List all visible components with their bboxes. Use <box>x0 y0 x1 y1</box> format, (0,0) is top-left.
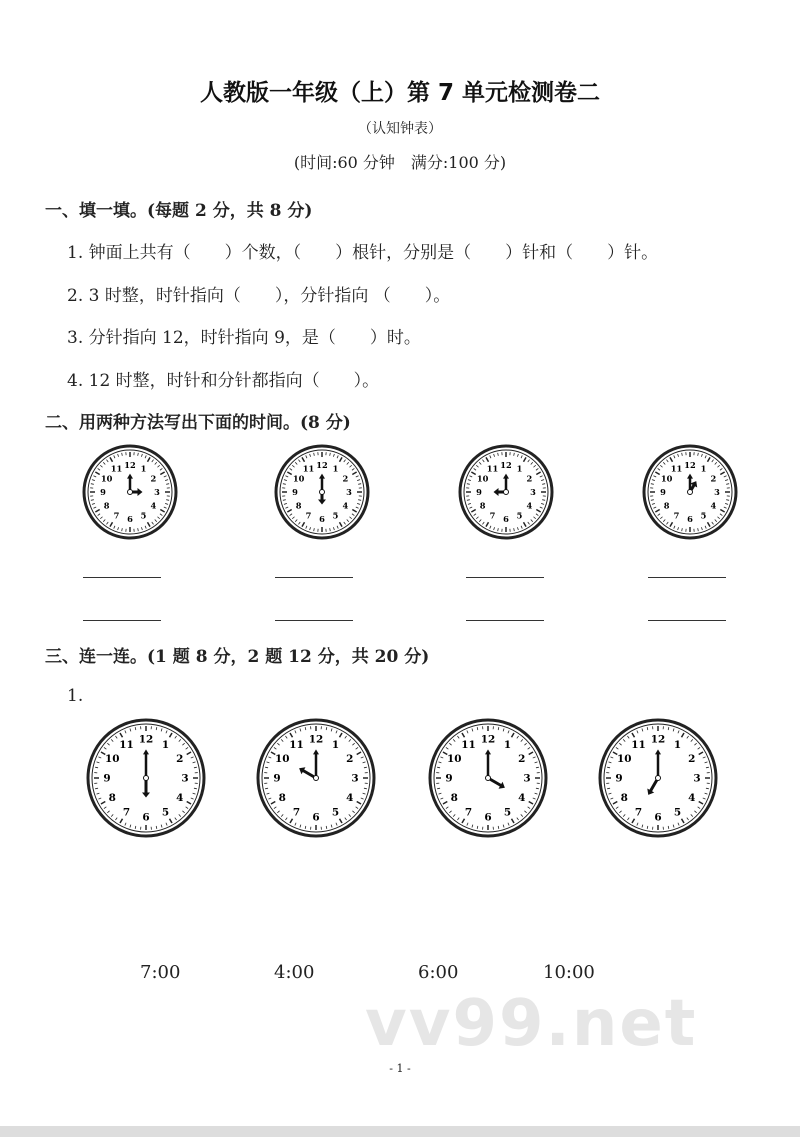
svg-text:3: 3 <box>181 772 189 785</box>
clock-face[interactable] <box>642 444 738 540</box>
svg-text:4: 4 <box>342 500 349 511</box>
clock-face[interactable] <box>458 444 554 540</box>
answer-line[interactable] <box>466 577 544 578</box>
answer-line[interactable] <box>648 577 726 578</box>
svg-text:9: 9 <box>615 772 623 785</box>
question-4: 4. 12 时整，时针和分针都指向（ ）。 <box>67 371 380 391</box>
section3-heading: 三、连一连。(1 题 8 分，2 题 12 分，共 20 分) <box>45 647 430 667</box>
svg-text:3: 3 <box>693 772 701 785</box>
svg-text:8: 8 <box>663 500 670 511</box>
svg-text:9: 9 <box>273 772 281 785</box>
svg-text:2: 2 <box>526 473 533 484</box>
svg-text:1: 1 <box>516 463 523 474</box>
exam-meta: (时间:60 分钟 满分:100 分) <box>293 153 507 172</box>
page-title: 人教版一年级（上）第 7 单元检测卷二 <box>199 80 601 106</box>
svg-text:6: 6 <box>142 811 150 824</box>
svg-text:9: 9 <box>100 486 106 497</box>
svg-text:8: 8 <box>450 792 458 805</box>
svg-text:5: 5 <box>700 510 707 521</box>
watermark: vv99.net <box>365 987 698 1061</box>
page-edge <box>0 1126 800 1137</box>
answer-line[interactable] <box>83 620 161 621</box>
svg-text:3: 3 <box>351 772 359 785</box>
svg-text:3: 3 <box>523 772 531 785</box>
page-number: - 1 - <box>389 1062 411 1075</box>
svg-text:3: 3 <box>714 486 720 497</box>
svg-text:5: 5 <box>673 806 682 819</box>
svg-text:5: 5 <box>516 510 523 521</box>
svg-text:11: 11 <box>119 738 134 751</box>
answer-line[interactable] <box>275 620 353 621</box>
svg-text:11: 11 <box>110 463 123 474</box>
svg-text:4: 4 <box>518 792 526 805</box>
svg-text:6: 6 <box>312 811 320 824</box>
svg-text:5: 5 <box>140 510 147 521</box>
section2-heading: 二、用两种方法写出下面的时间。(8 分) <box>45 413 351 433</box>
svg-text:12: 12 <box>138 733 154 746</box>
svg-text:9: 9 <box>292 486 298 497</box>
svg-text:3: 3 <box>346 486 352 497</box>
svg-text:2: 2 <box>688 753 696 766</box>
svg-text:7: 7 <box>489 510 496 521</box>
svg-text:8: 8 <box>620 792 628 805</box>
svg-text:7: 7 <box>305 510 312 521</box>
svg-text:8: 8 <box>108 792 116 805</box>
svg-text:11: 11 <box>670 463 683 474</box>
clock-face[interactable] <box>598 718 718 838</box>
svg-text:5: 5 <box>332 510 339 521</box>
svg-text:1: 1 <box>161 738 170 751</box>
svg-text:9: 9 <box>476 486 482 497</box>
svg-text:9: 9 <box>103 772 111 785</box>
svg-text:6: 6 <box>687 513 693 524</box>
svg-text:1: 1 <box>673 738 682 751</box>
time-label[interactable]: 4:00 <box>274 962 315 983</box>
svg-text:4: 4 <box>150 500 157 511</box>
svg-text:12: 12 <box>480 733 496 746</box>
svg-text:10: 10 <box>476 473 489 484</box>
svg-text:10: 10 <box>274 753 290 766</box>
svg-text:12: 12 <box>500 459 512 470</box>
svg-text:1: 1 <box>331 738 340 751</box>
svg-text:7: 7 <box>464 806 473 819</box>
subtitle: （认知钟表） <box>358 121 442 137</box>
svg-text:12: 12 <box>684 459 696 470</box>
svg-text:7: 7 <box>292 806 301 819</box>
svg-text:10: 10 <box>616 753 632 766</box>
svg-text:12: 12 <box>316 459 328 470</box>
answer-line[interactable] <box>83 577 161 578</box>
svg-text:7: 7 <box>673 510 680 521</box>
question-1: 1. 钟面上共有（ ）个数，（ ）根针，分别是（ ）针和（ ）针。 <box>67 243 659 263</box>
time-label[interactable]: 6:00 <box>418 962 459 983</box>
svg-text:2: 2 <box>346 753 354 766</box>
svg-text:3: 3 <box>154 486 160 497</box>
question-2: 2. 3 时整，时针指向（ ），分针指向 （ ）。 <box>67 286 451 306</box>
svg-text:11: 11 <box>631 738 646 751</box>
svg-text:10: 10 <box>660 473 673 484</box>
svg-text:8: 8 <box>479 500 486 511</box>
time-label[interactable]: 10:00 <box>543 962 595 983</box>
svg-text:11: 11 <box>302 463 315 474</box>
section1-heading: 一、填一填。(每题 2 分，共 8 分) <box>45 201 313 221</box>
svg-text:10: 10 <box>100 473 113 484</box>
svg-text:6: 6 <box>127 513 133 524</box>
svg-text:4: 4 <box>688 792 696 805</box>
clock-face[interactable] <box>428 718 548 838</box>
svg-text:2: 2 <box>342 473 349 484</box>
svg-text:7: 7 <box>113 510 120 521</box>
svg-text:4: 4 <box>346 792 354 805</box>
svg-text:5: 5 <box>503 806 512 819</box>
answer-line[interactable] <box>466 620 544 621</box>
svg-text:11: 11 <box>486 463 499 474</box>
clock-face[interactable] <box>86 718 206 838</box>
answer-line[interactable] <box>648 620 726 621</box>
svg-text:8: 8 <box>278 792 286 805</box>
svg-text:12: 12 <box>650 733 666 746</box>
svg-text:11: 11 <box>289 738 304 751</box>
svg-text:6: 6 <box>503 513 509 524</box>
svg-text:12: 12 <box>308 733 324 746</box>
svg-text:4: 4 <box>176 792 184 805</box>
svg-text:7: 7 <box>634 806 643 819</box>
svg-text:1: 1 <box>332 463 339 474</box>
svg-text:2: 2 <box>176 753 184 766</box>
clock-face[interactable] <box>82 444 178 540</box>
clock-face[interactable] <box>274 444 370 540</box>
svg-text:2: 2 <box>710 473 717 484</box>
svg-text:11: 11 <box>461 738 476 751</box>
svg-text:10: 10 <box>104 753 120 766</box>
svg-text:1: 1 <box>700 463 707 474</box>
svg-text:5: 5 <box>161 806 170 819</box>
clock-face[interactable] <box>256 718 376 838</box>
svg-text:3: 3 <box>530 486 536 497</box>
svg-text:6: 6 <box>319 513 325 524</box>
svg-text:9: 9 <box>660 486 666 497</box>
answer-line[interactable] <box>275 577 353 578</box>
svg-text:6: 6 <box>654 811 662 824</box>
svg-text:9: 9 <box>445 772 453 785</box>
svg-text:10: 10 <box>292 473 305 484</box>
svg-text:6: 6 <box>484 811 492 824</box>
svg-text:2: 2 <box>150 473 157 484</box>
svg-text:8: 8 <box>103 500 110 511</box>
svg-text:8: 8 <box>295 500 302 511</box>
svg-text:2: 2 <box>518 753 526 766</box>
time-label[interactable]: 7:00 <box>140 962 181 983</box>
svg-text:7: 7 <box>122 806 131 819</box>
svg-text:1: 1 <box>503 738 512 751</box>
svg-text:12: 12 <box>124 459 136 470</box>
svg-text:1: 1 <box>140 463 147 474</box>
question-3: 3. 分针指向 12，时针指向 9，是（ ）时。 <box>67 328 421 348</box>
item-number: 1. <box>67 686 84 706</box>
svg-text:4: 4 <box>526 500 533 511</box>
svg-text:4: 4 <box>710 500 717 511</box>
svg-text:5: 5 <box>331 806 340 819</box>
svg-text:10: 10 <box>446 753 462 766</box>
